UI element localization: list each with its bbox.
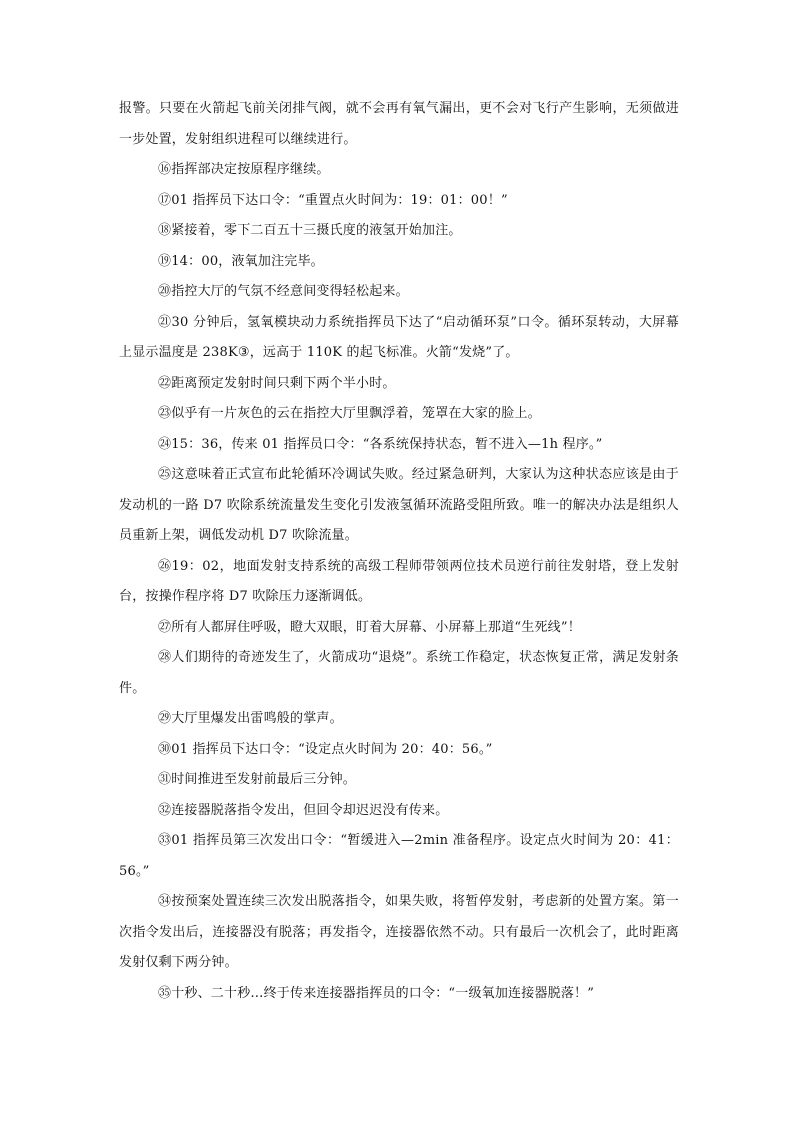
paragraph-33: ㉝01 指挥员第三次发出口令：“暂缓进入—2min 准备程序。设定点火时间为 20：41：56。” <box>119 833 679 879</box>
paragraph-34: ㉞按预案处置连续三次发出脱落指令，如果失败，将暂停发射，考虑新的处置方案。第一次指令发出后，连接器没有脱落；再发指令，连接器依然不动。只有最后一次机会了，此时距离发射仅剩下两分钟。 <box>119 894 679 970</box>
paragraph-27: ㉗所有人都屏住呼吸，瞪大双眼，盯着大屏幕、小屏幕上那道“生死线”！ <box>158 619 581 635</box>
document-body <box>119 94 679 1009</box>
paragraph-20: ⑳指控大厅的气氛不经意间变得轻松起来。 <box>158 284 409 299</box>
paragraph-23: ㉓似乎有一片灰色的云在指控大厅里飘浮着，笼罩在大家的脸上。 <box>158 406 541 421</box>
paragraph-24: ㉔15：36，传来 01 指挥员口令：“各系统保持状态，暂不进入—1h 程序。” <box>158 436 603 452</box>
paragraph-29: ㉙大厅里爆发出雷鸣般的掌声。 <box>158 711 343 726</box>
paragraph-26: ㉖19：02，地面发射支持系统的高级工程师带领两位技术员逆行前往发射塔，登上发射台，按操作程序将 D7 吹除压力逐渐调低。 <box>119 558 679 604</box>
paragraph-18: ⑱紧接着，零下二百五十三摄氏度的液氢开始加注。 <box>158 223 462 238</box>
paragraph-30: ㉚01 指挥员下达口令：“设定点火时间为 20：40：56。” <box>158 741 493 757</box>
paragraph-19: ⑲14：00，液氧加注完毕。 <box>158 253 324 269</box>
paragraph-32: ㉜连接器脱落指令发出，但回令却迟迟没有传来。 <box>158 802 449 818</box>
paragraph-21: ㉑30 分钟后，氢氧模块动力系统指挥员下达了“启动循环泵”口令。循环泵转动，大屏幕上显示温度是 238K③，远高于 110K 的起飞标准。火箭“发烧”了。 <box>119 314 679 360</box>
paragraph-25: ㉕这意味着正式宣布此轮循环冷调试失败。经过紧急研判，大家认为这种状态应该是由于发动机的一路 D7 吹除系统流量发生变化引发液氢循环流路受阻所致。唯一的解决办法是组织人员重新上架，调低发动机 D7 吹除流量。 <box>119 467 679 543</box>
paragraph-continuation: 报警。只要在火箭起飞前关闭排气阀，就不会再有氧气漏出，更不会对飞行产生影响，无须做进一步处置，发射组织进程可以继续进行。 <box>119 101 679 147</box>
paragraph-16: ⑯指挥部决定按原程序继续。 <box>158 162 330 177</box>
paragraph-35: ㉟十秒、二十秒…终于传来连接器指挥员的口令：“一级氧加连接器脱落！” <box>158 985 595 1001</box>
paragraph-28: ㉘人们期待的奇迹发生了，火箭成功“退烧”。系统工作稳定，状态恢复正常，满足发射条件。 <box>119 650 679 696</box>
paragraph-31: ㉛时间推进至发射前最后三分钟。 <box>158 772 357 787</box>
paragraph-22: ㉒距离预定发射时间只剩下两个半小时。 <box>158 375 396 391</box>
paragraph-17: ⑰01 指挥员下达口令：“重置点火时间为：19：01：00！” <box>158 192 508 208</box>
